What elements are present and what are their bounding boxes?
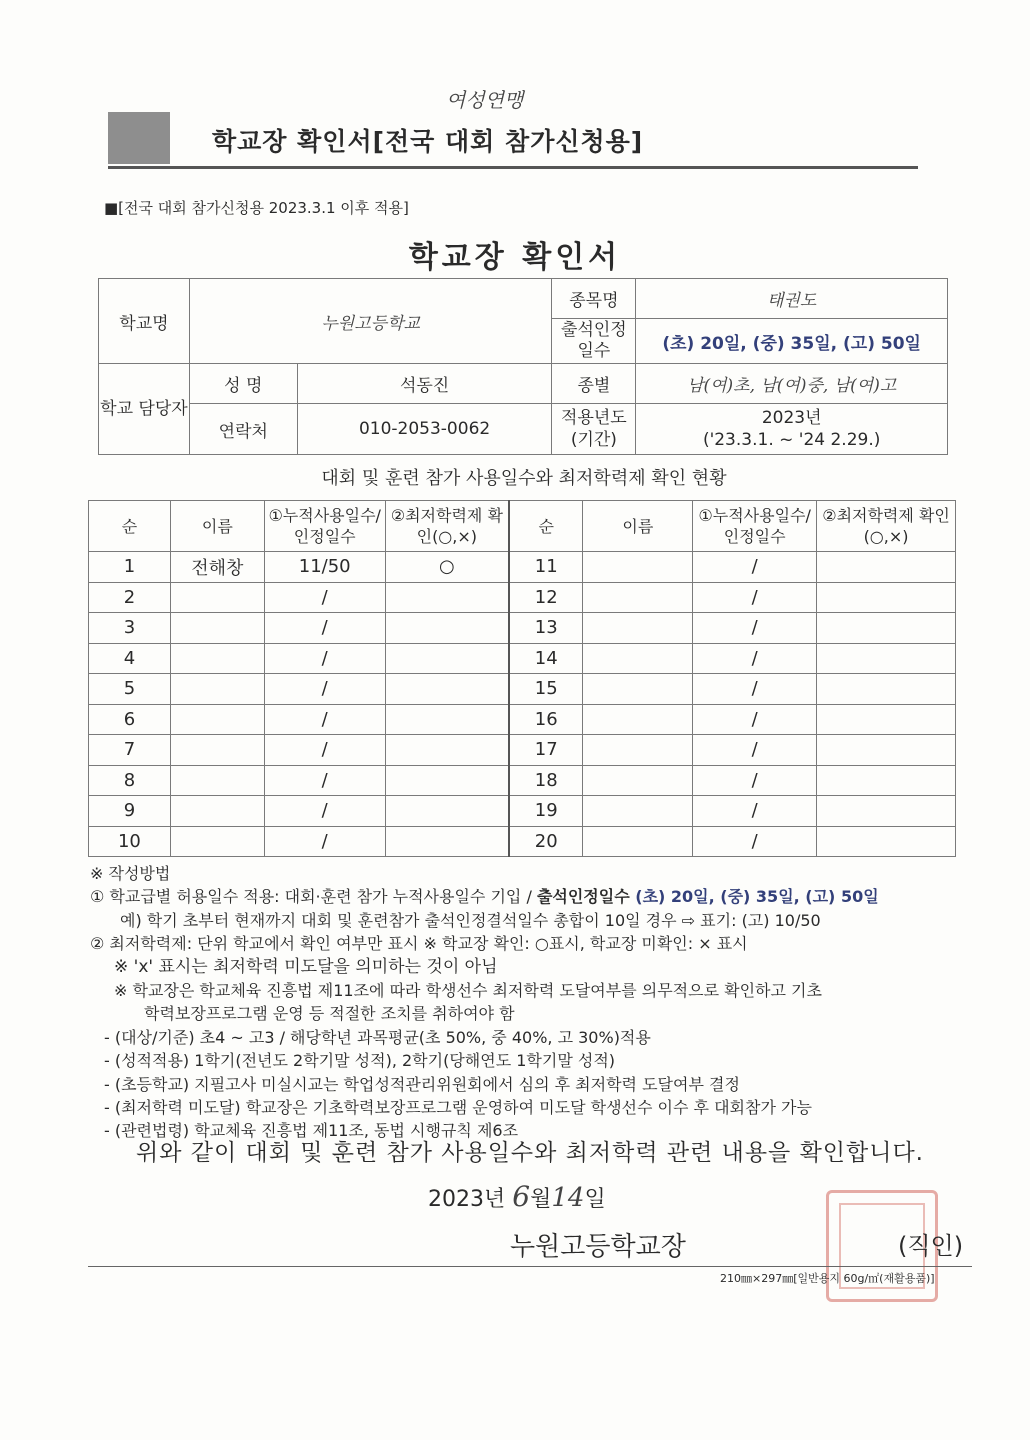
phone-label: 연락처: [189, 404, 297, 455]
row-no: 5: [89, 674, 171, 705]
table-row: [89, 552, 956, 583]
row-check: [817, 765, 956, 796]
row-days: /: [693, 582, 817, 613]
row-name: 전해창: [170, 552, 264, 583]
table-header-row: [89, 501, 956, 552]
row-check: [817, 582, 956, 613]
paper-spec: 210㎜×297㎜[일반용지 60g/㎡(재활용품)]: [720, 1272, 935, 1285]
header-name: 이름: [583, 501, 693, 552]
sport-value: 태권도: [636, 279, 948, 319]
header-days: ①누적사용일수/ 인정일수: [693, 501, 817, 552]
phone-value: 010-2053-0062: [297, 404, 552, 455]
handwritten-note: 여성연맹: [446, 88, 524, 112]
row-days: /: [264, 674, 385, 705]
row-days: /: [264, 796, 385, 827]
row-no: 2: [89, 582, 171, 613]
row-name: [583, 765, 693, 796]
row-no: 9: [89, 796, 171, 827]
date-month-label: 월: [530, 1187, 552, 1212]
school-label: 학교명: [99, 279, 190, 364]
header-no: 순: [89, 501, 171, 552]
row-no: 20: [509, 826, 583, 857]
notes-heading: ※ 작성방법: [90, 864, 171, 883]
detail-2: - (성적적용) 1학기(전년도 2학기말 성적), 2학기(당해연도 1학기말 성적): [104, 1051, 616, 1071]
note-1: [90, 885, 990, 908]
year-cell: [636, 404, 948, 455]
detail-5: - (관련법령) 학교체육 진흥법 제11조, 동법 시행규칙 제6조: [104, 1121, 519, 1141]
participation-table: [88, 500, 956, 857]
row-check: [385, 796, 509, 827]
header-check: ②최저학력제 확인(○,×): [817, 501, 956, 552]
row-no: 13: [509, 613, 583, 644]
row-check: [385, 613, 509, 644]
table-row: [89, 704, 956, 735]
row-no: 16: [509, 704, 583, 735]
period-value: ('23.3.1. ~ '24 2.29.): [702, 430, 881, 450]
date-day-label: 일: [584, 1187, 606, 1212]
row-days: /: [693, 796, 817, 827]
row-check: [817, 826, 956, 857]
confirm-date: [428, 1180, 606, 1213]
row-no: 18: [509, 765, 583, 796]
table-row: [89, 582, 956, 613]
row-no: 10: [89, 826, 171, 857]
table-row: [89, 613, 956, 644]
row-check: [817, 735, 956, 766]
row-check: [385, 643, 509, 674]
contact-person-label: 학교 담당자: [99, 364, 190, 455]
note-2-x: ※ 'x' 표시는 최저학력 미도달을 의미하는 것이 아님: [114, 956, 498, 977]
row-days: 11/50: [264, 552, 385, 583]
header-rule: [108, 166, 918, 169]
row-name: [583, 643, 693, 674]
name-value: 석동진: [297, 364, 552, 404]
row-no: 7: [89, 735, 171, 766]
row-no: 1: [89, 552, 171, 583]
table-row: [89, 826, 956, 857]
row-name: [583, 704, 693, 735]
row-no: 4: [89, 643, 171, 674]
row-name: [170, 735, 264, 766]
note-1-days: (초) 20일, (중) 35일, (고) 50일: [635, 887, 879, 907]
row-days: /: [264, 735, 385, 766]
main-title: 학교장 확인서: [408, 240, 622, 275]
row-name: [583, 735, 693, 766]
row-no: 8: [89, 765, 171, 796]
status-title: 대회 및 훈련 참가 사용일수와 최저학력제 확인 현황: [321, 468, 727, 489]
row-check: [817, 674, 956, 705]
row-no: 14: [509, 643, 583, 674]
row-name: [170, 704, 264, 735]
row-days: /: [693, 704, 817, 735]
row-name: [583, 613, 693, 644]
row-no: 3: [89, 613, 171, 644]
row-days: /: [693, 735, 817, 766]
row-no: 12: [509, 582, 583, 613]
row-check: [817, 643, 956, 674]
header-title: 학교장 확인서[전국 대회 참가신청용]: [212, 127, 644, 156]
row-check: [385, 674, 509, 705]
row-check: [817, 552, 956, 583]
header-name: 이름: [170, 501, 264, 552]
note-1-example: 예) 학기 초부터 현재까지 대회 및 훈련참가 출석인정결석일수 총합이 10일 경우 ⇨ 표기: (고) 10/50: [120, 910, 821, 930]
row-name: [170, 613, 264, 644]
row-check: [817, 796, 956, 827]
bottom-rule: [88, 1266, 972, 1267]
date-year: 2023년: [428, 1187, 506, 1212]
gender-label: 종별: [552, 364, 636, 404]
detail-4: - (최저학력 미도달) 학교장은 기초학력보장프로그램 운영하여 미도달 학생선수 이수 후 대회참가 가능: [104, 1098, 812, 1118]
seal-label: (직인): [898, 1232, 964, 1260]
detail-3: - (초등학교) 지필고사 미실시교는 학업성적관리위원회에서 심의 후 최저학력 도달여부 결정: [104, 1074, 740, 1094]
row-name: [170, 765, 264, 796]
school-value: 누원고등학교: [189, 279, 552, 364]
apply-note: ■[전국 대회 참가신청용 2023.3.1 이후 적용]: [104, 199, 409, 217]
row-check: [817, 704, 956, 735]
row-name: [170, 582, 264, 613]
detail-1: - (대상/기준) 초4 ~ 고3 / 해당학년 과목평균(초 50%, 중 40%, 고 30%)적용: [104, 1027, 651, 1047]
date-month: 6: [512, 1180, 531, 1213]
row-name: [170, 674, 264, 705]
row-check: [385, 765, 509, 796]
row-check: [817, 613, 956, 644]
table-row: [89, 765, 956, 796]
row-name: [583, 826, 693, 857]
table-row: [89, 796, 956, 827]
sport-label: 종목명: [552, 279, 636, 319]
row-no: 19: [509, 796, 583, 827]
header-gray-block: [108, 112, 170, 164]
attendance-label: 출석인정 일수: [552, 319, 636, 364]
header-days: ①누적사용일수/ 인정일수: [264, 501, 385, 552]
header-no: 순: [509, 501, 583, 552]
attendance-value: (초) 20일, (중) 35일, (고) 50일: [636, 319, 948, 364]
row-no: 6: [89, 704, 171, 735]
note-2-law-1: ※ 학교장은 학교체육 진흥법 제11조에 따라 학생선수 최저학력 도달여부를 의무적으로 확인하고 기초: [114, 981, 822, 1001]
row-name: [583, 796, 693, 827]
row-days: /: [693, 643, 817, 674]
row-no: 15: [509, 674, 583, 705]
row-days: /: [693, 765, 817, 796]
row-days: /: [264, 826, 385, 857]
row-name: [170, 643, 264, 674]
info-table: [98, 278, 948, 455]
note-1-text: ① 학교급별 허용일수 적용: 대회·훈련 참가 누적사용일수 기입 /: [90, 887, 537, 907]
year-label: 적용년도 (기간): [552, 404, 636, 455]
row-days: /: [693, 826, 817, 857]
row-name: [170, 796, 264, 827]
row-days: /: [264, 704, 385, 735]
row-days: /: [264, 765, 385, 796]
row-check: [385, 704, 509, 735]
row-check: [385, 735, 509, 766]
row-check: [385, 582, 509, 613]
gender-value: 남(여)초, 남(여)중, 남(여)고: [636, 364, 948, 404]
row-days: /: [264, 613, 385, 644]
row-no: 11: [509, 552, 583, 583]
row-days: /: [264, 582, 385, 613]
note-1-bold: 출석인정일수: [536, 887, 636, 907]
row-days: /: [693, 674, 817, 705]
confirm-statement: 위와 같이 대회 및 훈련 참가 사용일수와 최저학력 관련 내용을 확인합니다.: [136, 1140, 924, 1166]
year-value: 2023년: [761, 408, 822, 428]
row-name: [583, 552, 693, 583]
row-no: 17: [509, 735, 583, 766]
note-2: ② 최저학력제: 단위 학교에서 확인 여부만 표시 ※ 학교장 확인: ○표시, 학교장 미확인: × 표시: [90, 934, 748, 954]
writing-instructions: [90, 862, 990, 1143]
table-row: [89, 735, 956, 766]
row-days: /: [693, 613, 817, 644]
school-head: 누원고등학교장: [510, 1232, 686, 1262]
row-check: [385, 826, 509, 857]
note-2-law-2: 학력보장프로그램 운영 등 적절한 조치를 취하여야 함: [144, 1004, 515, 1024]
date-day: 14: [551, 1183, 585, 1213]
header-check: ②최저학력제 확인(○,×): [385, 501, 509, 552]
row-name: [583, 582, 693, 613]
table-row: [89, 674, 956, 705]
row-check: ○: [385, 552, 509, 583]
row-name: [170, 826, 264, 857]
name-label: 성 명: [189, 364, 297, 404]
row-days: /: [693, 552, 817, 583]
table-row: [89, 643, 956, 674]
row-days: /: [264, 643, 385, 674]
row-name: [583, 674, 693, 705]
